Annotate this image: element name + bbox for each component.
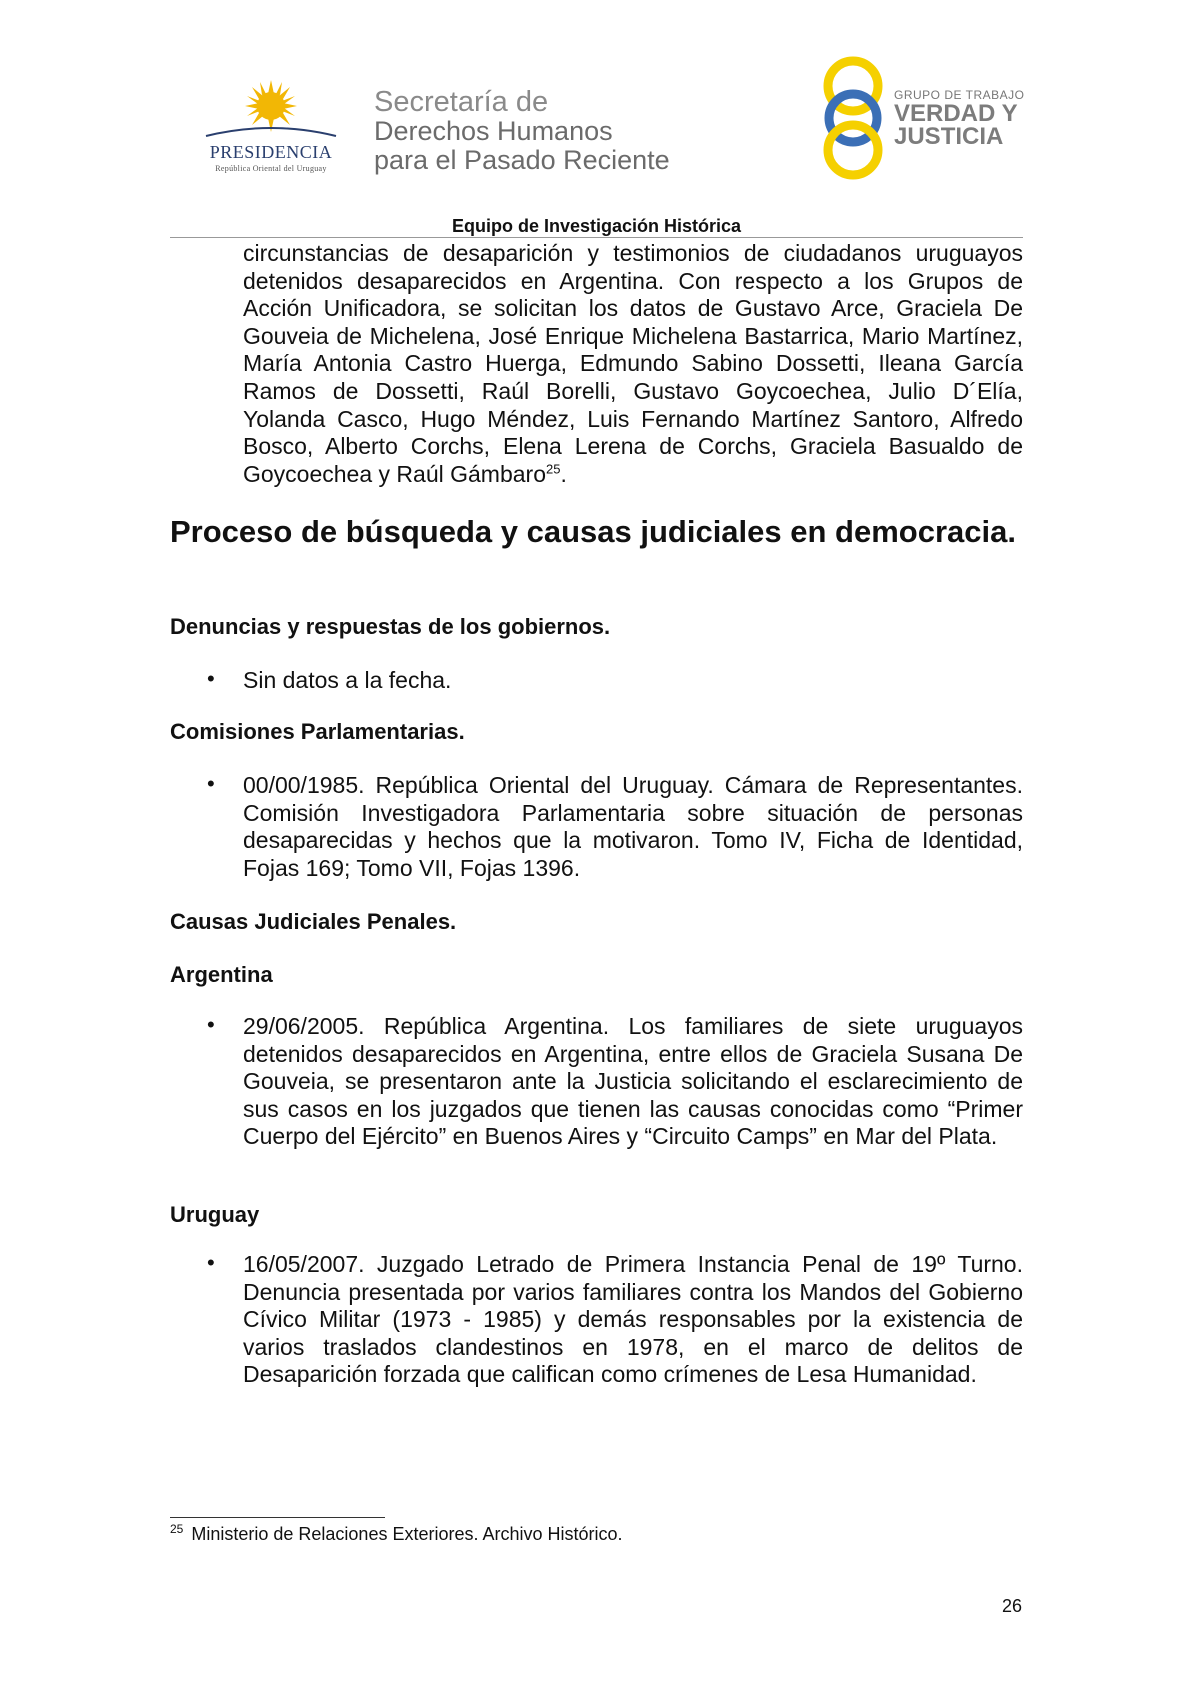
secretaria-title [374, 88, 670, 175]
footnote [170, 1524, 623, 1545]
interlocked-rings-icon [818, 56, 888, 182]
argentina-heading: Argentina [170, 962, 273, 987]
vj-title-line-2: JUSTICIA [894, 123, 1004, 150]
sun-emblem-icon [196, 78, 346, 142]
page-number: 26 [1002, 1596, 1023, 1616]
verdad-justicia-logo [818, 56, 1028, 182]
uruguay-item: 16/05/2007. Juzgado Letrado de Primera Instancia Penal de 19º Turno. Denuncia presentada por varios familiares contra los Mandos del Gobierno Cívico Militar (1973 - 1985) y demás responsables por la existencia de varios traslados clandestinos en 1978, en el marco de delitos de Desaparición forzada que califican como crímenes de Lesa Humanidad. [243, 1251, 1023, 1388]
secretaria-line-2: Derechos Humanos [374, 116, 613, 146]
bullet-marker: • [207, 1012, 215, 1037]
presidencia-title: PRESIDENCIA [209, 142, 333, 162]
uruguay-heading: Uruguay [170, 1202, 260, 1227]
causas-heading: Causas Judiciales Penales. [170, 909, 457, 934]
section-title: Proceso de búsqueda y causas judiciales en democracia. [170, 514, 1016, 549]
secretaria-line-3: para el Pasado Reciente [374, 145, 670, 175]
comisiones-heading: Comisiones Parlamentarias. [170, 719, 465, 744]
comisiones-item: 00/00/1985. República Oriental del Uruguay. Cámara de Representantes. Comisión Investigadora Parlamentaria sobre situación de personas desaparecidas y hechos que la motivaron. Tomo IV, Ficha de Identidad, Fojas 169; Tomo VII, Fojas 1396. [243, 772, 1023, 881]
footnote-number: 25 [170, 1522, 184, 1536]
intro-paragraph [243, 240, 1023, 488]
presidencia-logo [196, 78, 346, 178]
argentina-item: 29/06/2005. República Argentina. Los familiares de siete uruguayos detenidos desaparecidos en Argentina, entre ellos de Graciela Susana De Gouveia, se presentaron ante la Justicia solicitando el esclarecimiento de sus casos en los juzgados que tienen las causas conocidas como “Primer Cuerpo del Ejército” en Buenos Aires y “Circuito Camps” en Mar del Plata. [243, 1013, 1023, 1150]
bullet-marker: • [207, 1250, 215, 1275]
vj-title [894, 102, 1018, 148]
intro-text: circunstancias de desaparición y testimonios de ciudadanos uruguayos detenidos desaparecidos en Argentina. Con respecto a los Grupos de Acción Unificadora, se solicitan los datos de Gustavo Arce, Graciela De Gouveia de Michelena, José Enrique Michelena Bastarrica, Mario Martínez, María Antonia Castro Huerga, Edmundo Sabino Dossetti, Ileana García Ramos de Dossetti, Raúl Borelli, Gustavo Goycoechea, Julio D´Elía, Yolanda Casco, Hugo Méndez, Luis Fernando Martínez Santoro, Alfredo Bosco, Alberto Corchs, Elena Lerena de Corchs, Graciela Basualdo de Goycoechea y Raúl Gámbaro [243, 240, 1023, 487]
intro-end: . [560, 460, 567, 487]
footnote-text: Ministerio de Relaciones Exteriores. Archivo Histórico. [191, 1524, 623, 1544]
footnote-divider [170, 1517, 385, 1518]
header-divider [170, 237, 1023, 238]
denuncias-heading: Denuncias y respuestas de los gobiernos. [170, 614, 611, 639]
vj-title-line-1: VERDAD Y [894, 100, 1018, 127]
running-head: Equipo de Investigación Histórica [451, 216, 742, 236]
presidencia-subtitle: República Oriental del Uruguay [215, 164, 327, 173]
secretaria-line-1: Secretaría de [374, 86, 549, 118]
bullet-marker: • [207, 771, 215, 796]
bullet-marker: • [207, 666, 215, 691]
vj-small-label: GRUPO DE TRABAJO [894, 88, 1025, 102]
denuncias-item: Sin datos a la fecha. [243, 667, 452, 693]
footnote-ref: 25 [546, 461, 561, 477]
